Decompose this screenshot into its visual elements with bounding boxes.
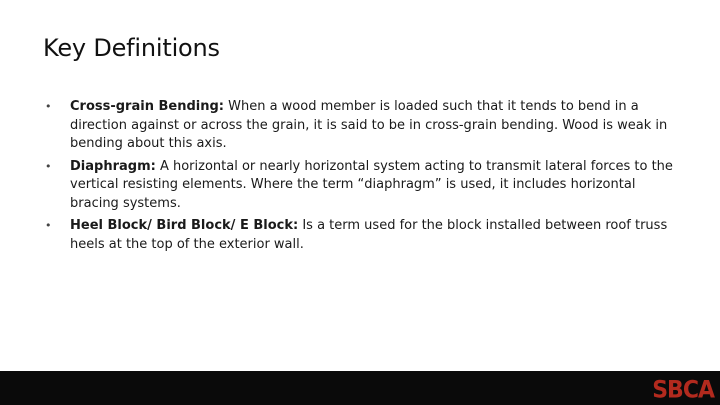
bullet-dot: • [45,100,52,113]
sbca-logo: SBCA [652,376,714,405]
definition-term: Cross-grain Bending: [70,99,224,114]
definition-item-heel-block [45,217,685,254]
definition-text: When a wood member is loaded such that it tends to bend in a direction against or across the grain, it is said to be in cross-grain bending. Wood is weak in bending about this axis. [70,99,668,151]
definition-item-cross-grain-bending [45,98,685,154]
definition-item-diaphragm [45,158,685,214]
definition-term: Heel Block/ Bird Block/ E Block: [70,218,299,233]
definition-text: A horizontal or nearly horizontal system acting to transmit lateral forces to the vertical resisting elements. Where the term “diaphragm” is used, it includes horizontal bracing systems. [70,158,673,211]
bullet-dot: • [45,219,52,232]
slide-title: Key Definitions [43,34,220,62]
footer-bar [0,371,720,405]
definitions-list [45,98,685,258]
bullet-dot: • [45,159,52,173]
definition-text: Is a term used for the block installed between roof truss heels at the top of the exterior wall. [70,218,668,252]
definition-term: Diaphragm: [70,158,156,174]
